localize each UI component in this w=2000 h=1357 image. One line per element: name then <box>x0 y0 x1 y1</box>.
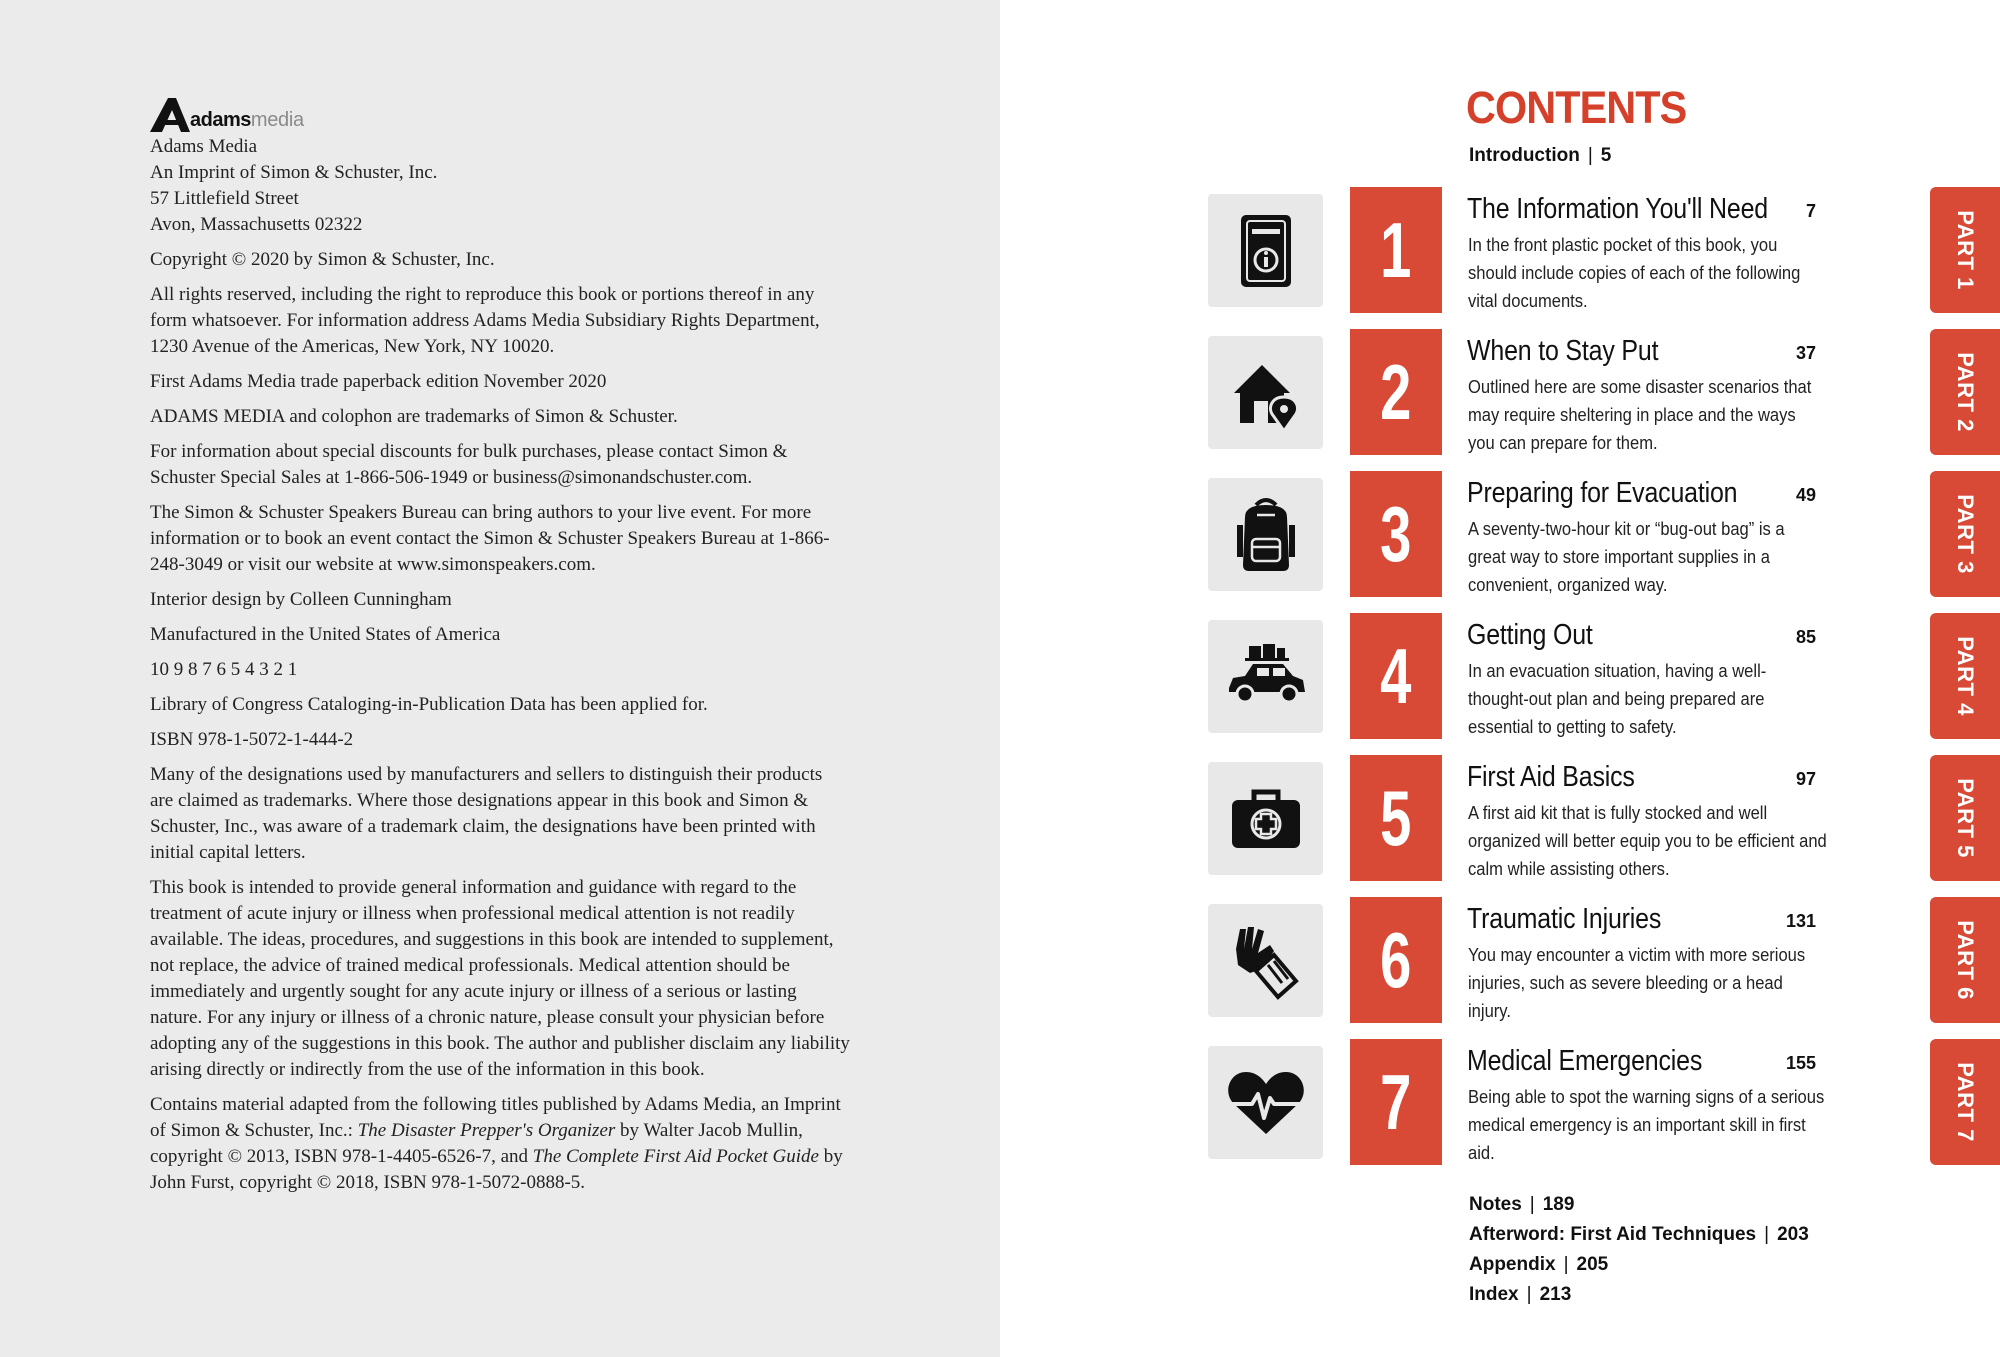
copyright-paragraph: Interior design by Colleen Cunningham <box>150 589 452 610</box>
part-page: 7 <box>1805 201 1816 221</box>
backpack-icon <box>1231 495 1301 575</box>
part-title: When to Stay Put <box>1467 335 1659 367</box>
id-document-icon <box>1231 211 1301 291</box>
copyright-paragraph: This book is intended to provide general information and guidance with regard to the treatment of acute injury or illness when professional medical attention is not readily available. The ideas, procedures, and suggestions in this book are intended to supplement, not replace, the advice of trained medical professionals. Medical attention should be immediately and urgently sought for any acute injury or illness of a serious or lasting nature. For any injury or illness of a chronic nature, please consult your physician before adopting any of the suggestions in this book. The author and publisher disclaim any liability arising directly or indirectly from the use of the information in this book. <box>150 877 850 1080</box>
back-matter-list <box>1469 1190 1809 1310</box>
part-description: Outlined here are some disaster scenarios that may require sheltering in place and the ways you can prepare for them. <box>1468 377 1812 453</box>
part-title: The Information You'll Need <box>1467 193 1768 225</box>
part-page: 37 <box>1795 343 1816 363</box>
icon-tile <box>1208 336 1323 449</box>
heartbeat-icon <box>1224 1068 1308 1138</box>
toc-introduction[interactable] <box>1469 145 1611 167</box>
toc-part-5[interactable] <box>1208 755 2000 881</box>
book-title: The Disaster Prepper's Organizer <box>357 1120 616 1141</box>
part-page: 49 <box>1795 485 1816 505</box>
icon-tile <box>1208 904 1323 1017</box>
copyright-paragraph: 10 9 8 7 6 5 4 3 2 1 <box>150 659 298 680</box>
address-line: Adams Media <box>150 136 258 157</box>
copyright-block <box>150 134 850 1205</box>
part-title: Medical Emergencies <box>1467 1045 1703 1077</box>
part-description: In the front plastic pocket of this book, you should include copies of each of the following vital documents. <box>1468 235 1801 311</box>
copyright-paragraph: All rights reserved, including the right to reproduce this book or portions thereof in any form whatsoever. For information address Adams Media Subsidiary Rights Department, 1230 Avenue of the Americas, New York, NY 10020. <box>150 284 820 357</box>
part-description: You may encounter a victim with more serious injuries, such as severe bleeding or a head injury. <box>1468 945 1806 1021</box>
part-number: 1 <box>1350 187 1442 313</box>
part-description: In an evacuation situation, having a well-thought-out plan and being prepared are essential to getting to safety. <box>1468 661 1767 737</box>
copyright-paragraph: Manufactured in the United States of America <box>150 624 501 645</box>
house-location-icon <box>1226 353 1306 433</box>
part-number: 6 <box>1350 897 1442 1023</box>
part-description: Being able to spot the warning signs of a serious medical emergency is an important skill in first aid. <box>1468 1087 1825 1163</box>
icon-tile <box>1208 1046 1323 1159</box>
part-title: First Aid Basics <box>1467 761 1635 793</box>
copyright-paragraph: First Adams Media trade paperback edition November 2020 <box>150 371 607 392</box>
icon-tile <box>1208 194 1323 307</box>
part-page: 97 <box>1795 769 1816 789</box>
toc-entry-page: 5 <box>1600 145 1612 166</box>
part-number: 2 <box>1350 329 1442 455</box>
address-line: 57 Littlefield Street <box>150 188 299 209</box>
part-page: 155 <box>1785 1053 1816 1073</box>
publisher-address <box>150 134 850 238</box>
part-page: 131 <box>1785 911 1816 931</box>
part-description: A first aid kit that is fully stocked and well organized will better equip you to be efficient and calm while assisting others. <box>1468 803 1827 879</box>
part-number: 3 <box>1350 471 1442 597</box>
toc-part-4[interactable] <box>1208 613 2000 739</box>
contents-title: CONTENTS <box>1466 82 1687 133</box>
book-title: The Complete First Aid Pocket Guide <box>532 1146 819 1167</box>
part-number: 4 <box>1350 613 1442 739</box>
icon-tile <box>1208 620 1323 733</box>
toc-part-3[interactable] <box>1208 471 2000 597</box>
toc-part-2[interactable] <box>1208 329 2000 455</box>
separator: | <box>1587 145 1593 166</box>
part-tab[interactable]: PART 2 <box>1930 329 2000 455</box>
toc-part-1[interactable] <box>1208 187 2000 313</box>
part-number: 5 <box>1350 755 1442 881</box>
part-title: Getting Out <box>1467 619 1593 651</box>
icon-tile <box>1208 762 1323 875</box>
part-tab[interactable]: PART 3 <box>1930 471 2000 597</box>
toc-notes[interactable]: Notes | 189 <box>1469 1194 1575 1215</box>
publisher-logo <box>150 92 304 132</box>
copyright-paragraph: The Simon & Schuster Speakers Bureau can bring authors to your live event. For more information or to book an event contact the Simon & Schuster Speakers Bureau at 1-866-248-3049 or visit our website at www.simonspeakers.com. <box>150 502 830 575</box>
bandaged-hand-icon <box>1226 921 1306 1001</box>
toc-afterword[interactable]: Afterword: First Aid Techniques | 203 <box>1469 1224 1809 1245</box>
toc-part-7[interactable] <box>1208 1039 2000 1165</box>
toc-part-6[interactable] <box>1208 897 2000 1023</box>
logo-adams-text: adams <box>190 109 251 131</box>
first-aid-kit-icon <box>1226 784 1306 854</box>
adams-a-logo-icon <box>150 98 194 132</box>
part-title: Traumatic Injuries <box>1467 903 1662 935</box>
toc-index[interactable]: Index | 213 <box>1469 1284 1572 1305</box>
copyright-paragraph: ISBN 978-1-5072-1-444-2 <box>150 729 354 750</box>
copyright-paragraph: Copyright © 2020 by Simon & Schuster, Inc. <box>150 249 495 270</box>
part-number: 7 <box>1350 1039 1442 1165</box>
part-tab[interactable]: PART 6 <box>1930 897 2000 1023</box>
address-line: Avon, Massachusetts 02322 <box>150 214 363 235</box>
part-title: Preparing for Evacuation <box>1467 477 1738 509</box>
icon-tile <box>1208 478 1323 591</box>
copyright-paragraph: ADAMS MEDIA and colophon are trademarks of Simon & Schuster. <box>150 406 678 427</box>
logo-media-text: media <box>250 109 304 131</box>
part-tab[interactable]: PART 4 <box>1930 613 2000 739</box>
copyright-paragraph: Many of the designations used by manufacturers and sellers to distinguish their products are claimed as trademarks. Where those designations appear in this book and Simon & Schuster, Inc., was aware of a trademark claim, the designations have been printed with initial capital letters. <box>150 764 823 863</box>
address-line: An Imprint of Simon & Schuster, Inc. <box>150 162 438 183</box>
part-description: A seventy-two-hour kit or “bug-out bag” is a great way to store important supplies in a convenient, organized way. <box>1468 519 1785 595</box>
adapted-material-note: Contains material adapted from the following titles published by Adams Media, an Imprint of Simon & Schuster, Inc.: The Disaster Prepper's Organizer by Walter Jacob Mullin, copyright © 2013, ISBN 978-1-4405-6526-7, and The Complete First Aid Pocket Guide by John Furst, copyright © 2018, ISBN 978-1-5072-0888-5. <box>150 1094 843 1193</box>
toc-appendix[interactable]: Appendix | 205 <box>1469 1254 1609 1275</box>
loaded-car-icon <box>1221 642 1311 712</box>
copyright-paragraph: Library of Congress Cataloging-in-Publication Data has been applied for. <box>150 694 708 715</box>
toc-entry-label: Introduction <box>1469 145 1580 166</box>
part-tab[interactable]: PART 7 <box>1930 1039 2000 1165</box>
part-tab[interactable]: PART 5 <box>1930 755 2000 881</box>
copyright-paragraph: For information about special discounts for bulk purchases, please contact Simon & Schuster Special Sales at 1-866-506-1949 or business@simonandschuster.com. <box>150 441 788 488</box>
part-tab[interactable]: PART 1 <box>1930 187 2000 313</box>
part-page: 85 <box>1795 627 1816 647</box>
